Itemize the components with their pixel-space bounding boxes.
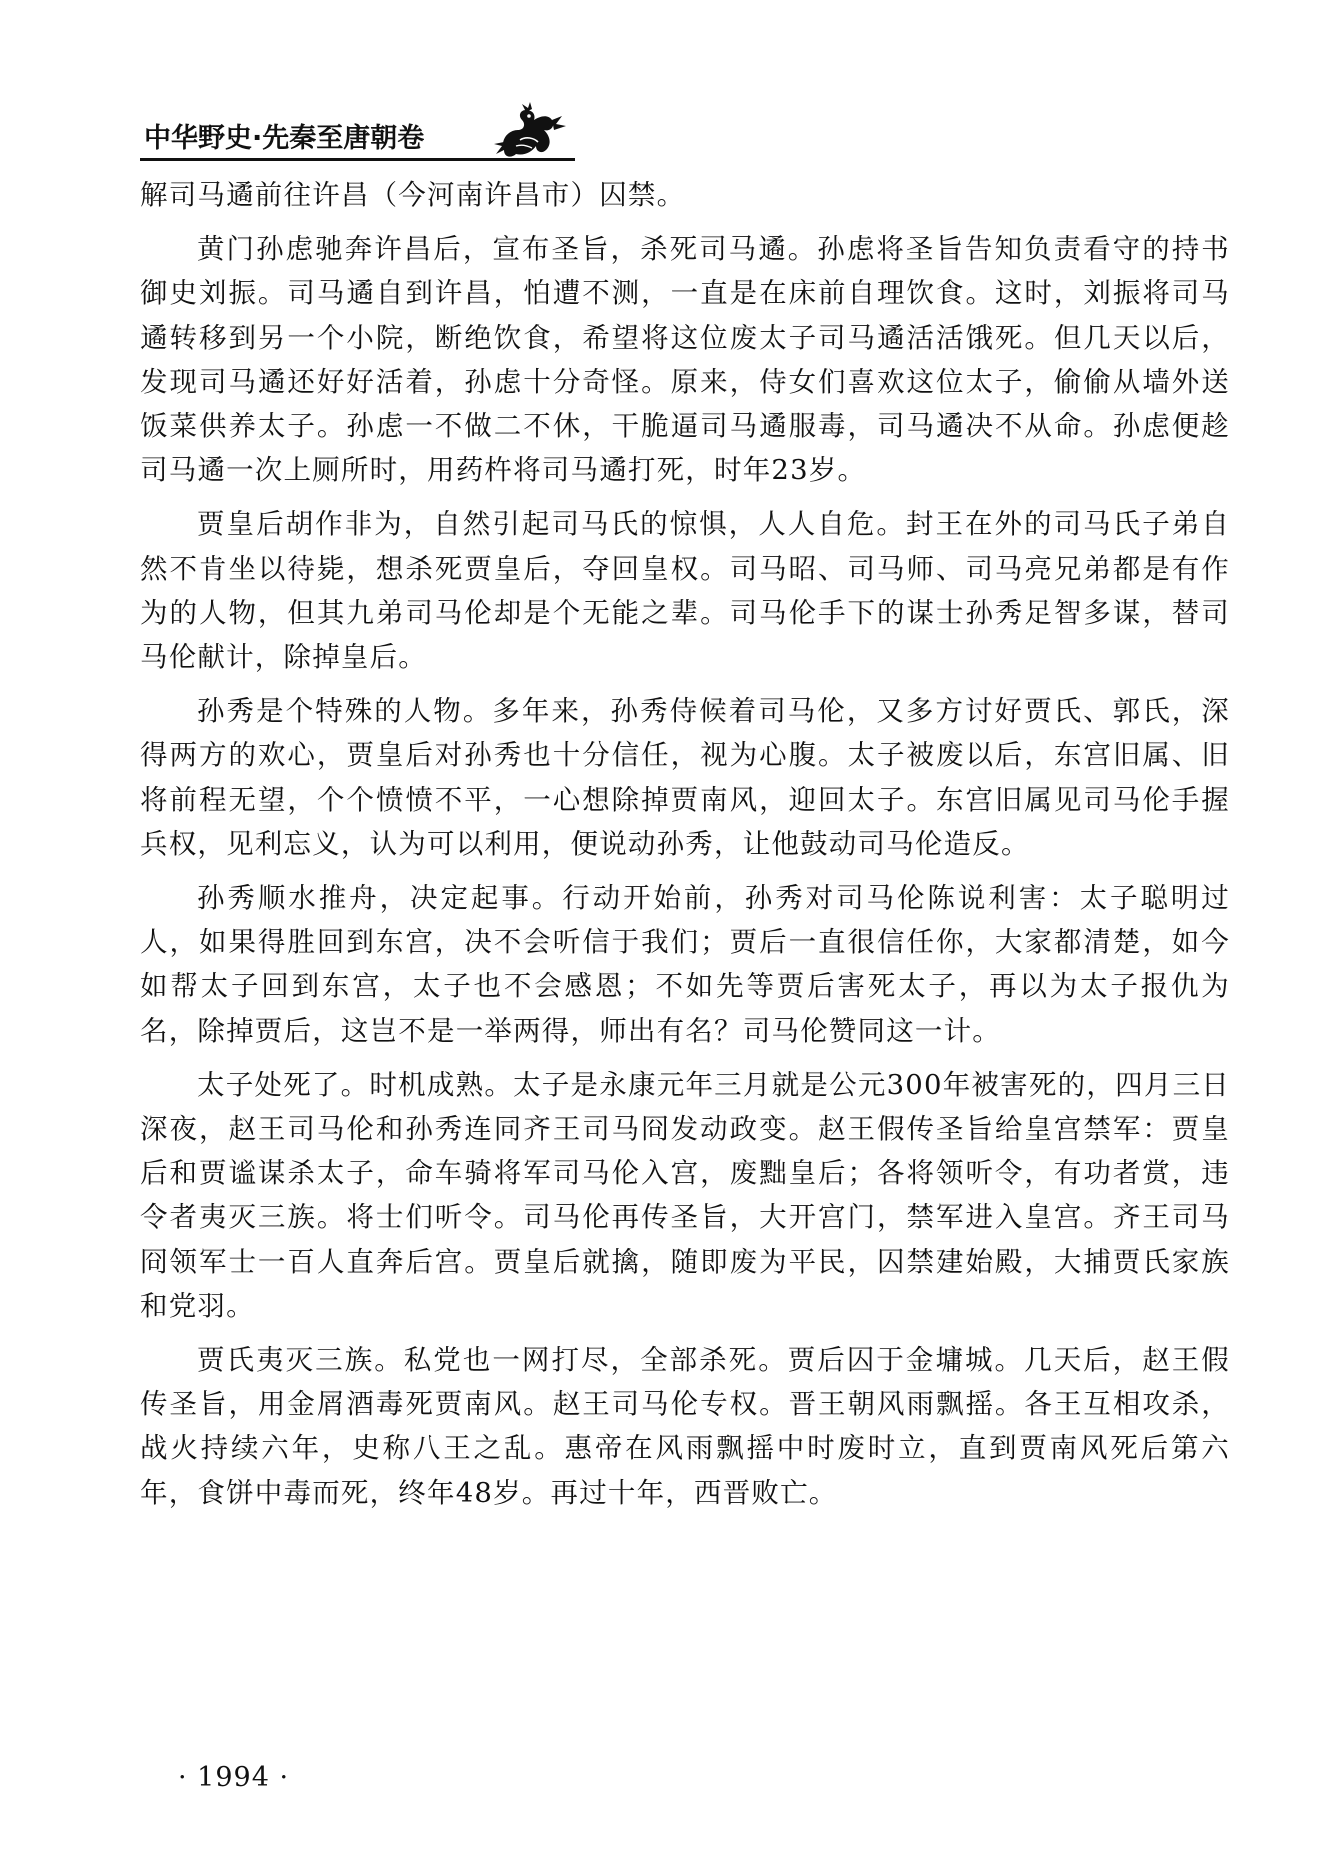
paragraph: 贾皇后胡作非为，自然引起司马氏的惊惧，人人自危。封王在外的司马氏子弟自然不肯坐以待毙，想杀死贾皇后，夺回皇权。司马昭、司马师、司马亮兄弟都是有作为的人物，但其九弟司马伦却是个无能之辈。司马伦手下的谋士孙秀足智多谋，替司马伦献计，除掉皇后。 (140, 508, 1230, 674)
paragraph: 解司马遹前往许昌（今河南许昌市）囚禁。 (140, 179, 686, 211)
paragraph: 孙秀顺水推舟，决定起事。行动开始前，孙秀对司马伦陈说利害：太子聪明过人，如果得胜回到东宫，决不会听信于我们；贾后一直很信任你，大家都清楚，如今如帮太子回到东宫，太子也不会感恩；不如先等贾后害死太子，再以为太子报仇为名，除掉贾后，这岂不是一举两得，师出有名？司马伦赞同这一计。 (140, 882, 1230, 1047)
paragraph: 贾氏夷灭三族。私党也一网打尽，全部杀死。贾后囚于金墉城。几天后，赵王假传圣旨，用金屑酒毒死贾南风。赵王司马伦专权。晋王朝风雨飘摇。各王互相攻杀，战火持续六年，史称八王之乱。惠帝在风雨飘摇中时废时立，直到贾南风死后第六年，食饼中毒而死，终年48岁。再过十年，西晋败亡。 (140, 1344, 1230, 1509)
header-rule (140, 158, 575, 161)
paragraph: 黄门孙虑驰奔许昌后，宣布圣旨，杀死司马遹。孙虑将圣旨告知负责看守的持书御史刘振。司马遹自到许昌，怕遭不测，一直是在床前自理饮食。这时，刘振将司马遹转移到另一个小院，断绝饮食，希望将这位废太子司马遹活活饿死。但几天以后，发现司马遹还好好活着，孙虑十分奇怪。原来，侍女们喜欢这位太子，偷偷从墙外送饭菜供养太子。孙虑一不做二不休，干脆逼司马遹服毒，司马遹决不从命。孙虑便趁司马遹一次上厕所时，用药杵将司马遹打死，时年23岁。 (140, 233, 1230, 487)
running-header (140, 100, 580, 162)
body-text (140, 173, 1230, 1515)
paragraph: 孙秀是个特殊的人物。多年来，孙秀侍候着司马伦，又多方讨好贾氏、郭氏，深得两方的欢心，贾皇后对孙秀也十分信任，视为心腹。太子被废以后，东宫旧属、旧将前程无望，个个愤愤不平，一心想除掉贾南风，迎回太子。东宫旧属见司马伦手握兵权，见利忘义，认为可以利用，便说动孙秀，让他鼓动司马伦造反。 (140, 695, 1230, 860)
dragon-emblem-icon (490, 100, 570, 162)
book-title: 中华野史·先秦至唐朝卷 (144, 123, 425, 154)
page-number: · 1994 · (178, 1762, 290, 1793)
paragraph: 太子处死了。时机成熟。太子是永康元年三月就是公元300年被害死的，四月三日深夜，赵王司马伦和孙秀连同齐王司马冏发动政变。赵王假传圣旨给皇宫禁军：贾皇后和贾谧谋杀太子，命车骑将军司马伦入宫，废黜皇后；各将领听令，有功者赏，违令者夷灭三族。将士们听令。司马伦再传圣旨，大开宫门，禁军进入皇宫。齐王司马冏领军士一百人直奔后宫。贾皇后就擒，随即废为平民，囚禁建始殿，大捕贾氏家族和党羽。 (140, 1068, 1230, 1322)
